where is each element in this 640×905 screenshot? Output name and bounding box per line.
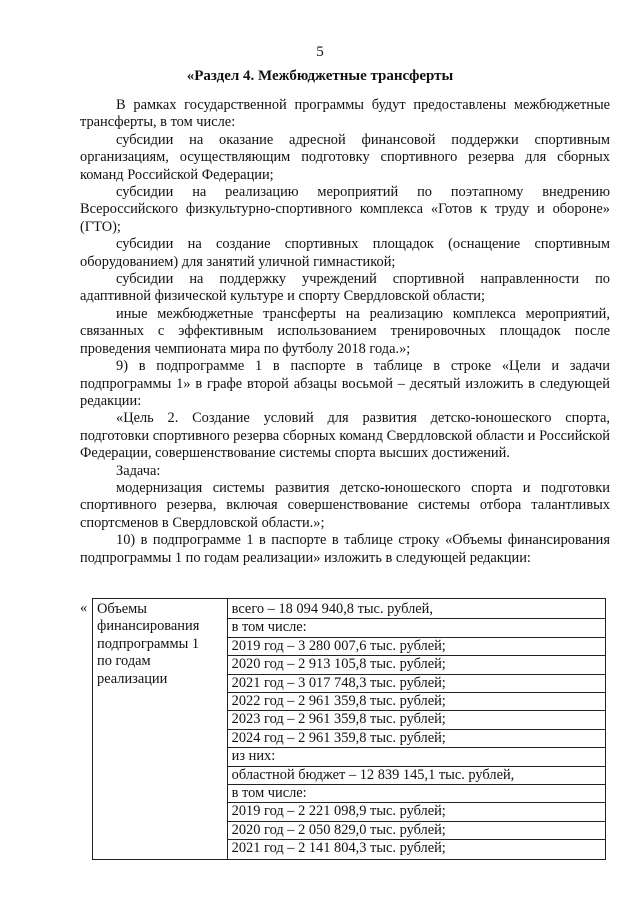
value-line: всего – 18 094 940,8 тыс. рублей, bbox=[228, 601, 605, 619]
label-line: по годам bbox=[97, 653, 151, 670]
label-line: подпрограммы 1 bbox=[97, 635, 200, 652]
label-line: Объемы bbox=[97, 601, 147, 617]
body-text bbox=[80, 97, 610, 567]
label-line: реализации bbox=[97, 670, 168, 687]
table-value-cell bbox=[227, 599, 605, 860]
value-line: 2020 год – 2 050 829,0 тыс. рублей; bbox=[228, 822, 605, 840]
paragraph: В рамках государственной программы будут предоставлены межбюджетные трансферты, в том числе: bbox=[80, 97, 610, 131]
open-quote: « bbox=[80, 600, 88, 616]
table-label-cell bbox=[93, 599, 228, 860]
value-line: в том числе: bbox=[228, 785, 605, 803]
value-line: 2023 год – 2 961 359,8 тыс. рублей; bbox=[228, 711, 605, 729]
section-heading: «Раздел 4. Межбюджетные трансферты bbox=[186, 68, 454, 84]
paragraph: субсидии на оказание адресной финансовой поддержки спортивным организациям, осуществляющим подготовку спортивного резерва для сборных команд Российской Федерации; bbox=[80, 131, 610, 183]
paragraph: иные межбюджетные трансферты на реализацию комплекса мероприятий, связанных с эффективным использованием тренировочных площадок после проведения чемпионата мира по футболу 2018 года.»; bbox=[80, 305, 610, 357]
value-line: из них: bbox=[228, 748, 605, 766]
value-line: 2024 год – 2 961 359,8 тыс. рублей; bbox=[228, 730, 605, 748]
paragraph: Задача: bbox=[116, 462, 161, 479]
paragraph: «Цель 2. Создание условий для развития детско-юношеского спорта, подготовки спортивного резерва сборных команд Свердловской области и Российской Федерации, совершенствование системы спорта высших достижений. bbox=[80, 410, 610, 462]
label-line: финансирования bbox=[97, 618, 200, 635]
paragraph: субсидии на реализацию мероприятий по поэтапному внедрению Всероссийского физкультурно-спортивного комплекса «Готов к труду и обороне» (ГТО); bbox=[80, 184, 610, 235]
page-number: 5 bbox=[316, 44, 324, 60]
value-line: 2019 год – 2 221 098,9 тыс. рублей; bbox=[228, 803, 605, 821]
value-line: 2020 год – 2 913 105,8 тыс. рублей; bbox=[228, 656, 605, 674]
table-row bbox=[93, 599, 606, 860]
value-line: 2022 год – 2 961 359,8 тыс. рублей; bbox=[228, 693, 605, 711]
value-line: в том числе: bbox=[228, 619, 605, 637]
paragraph: 10) в подпрограмме 1 в паспорте в таблице строку «Объемы финансирования подпрограммы 1 по годам реализации» изложить в следующей редакции: bbox=[80, 532, 610, 566]
funding-table bbox=[92, 598, 606, 860]
value-line: 2021 год – 2 141 804,3 тыс. рублей; bbox=[231, 840, 446, 857]
paragraph: субсидии на создание спортивных площадок (оснащение спортивным оборудованием) для занятий уличной гимнастикой; bbox=[80, 236, 610, 270]
paragraph: 9) в подпрограмме 1 в паспорте в таблице в строке «Цели и задачи подпрограммы 1» в графе второй абзацы восьмой – десятый изложить в следующей редакции: bbox=[80, 358, 610, 409]
value-line: областной бюджет – 12 839 145,1 тыс. рублей, bbox=[228, 767, 605, 785]
value-line: 2021 год – 3 017 748,3 тыс. рублей; bbox=[228, 675, 605, 693]
paragraph: субсидии на поддержку учреждений спортивной направленности по адаптивной физической культуре и спорту Свердловской области; bbox=[80, 271, 610, 305]
paragraph: модернизация системы развития детско-юношеского спорта и подготовки спортивного резерва, включая совершенствование системы отбора талантливых спортсменов в Свердловской области.»; bbox=[80, 479, 610, 531]
value-line: 2019 год – 3 280 007,6 тыс. рублей; bbox=[228, 638, 605, 656]
